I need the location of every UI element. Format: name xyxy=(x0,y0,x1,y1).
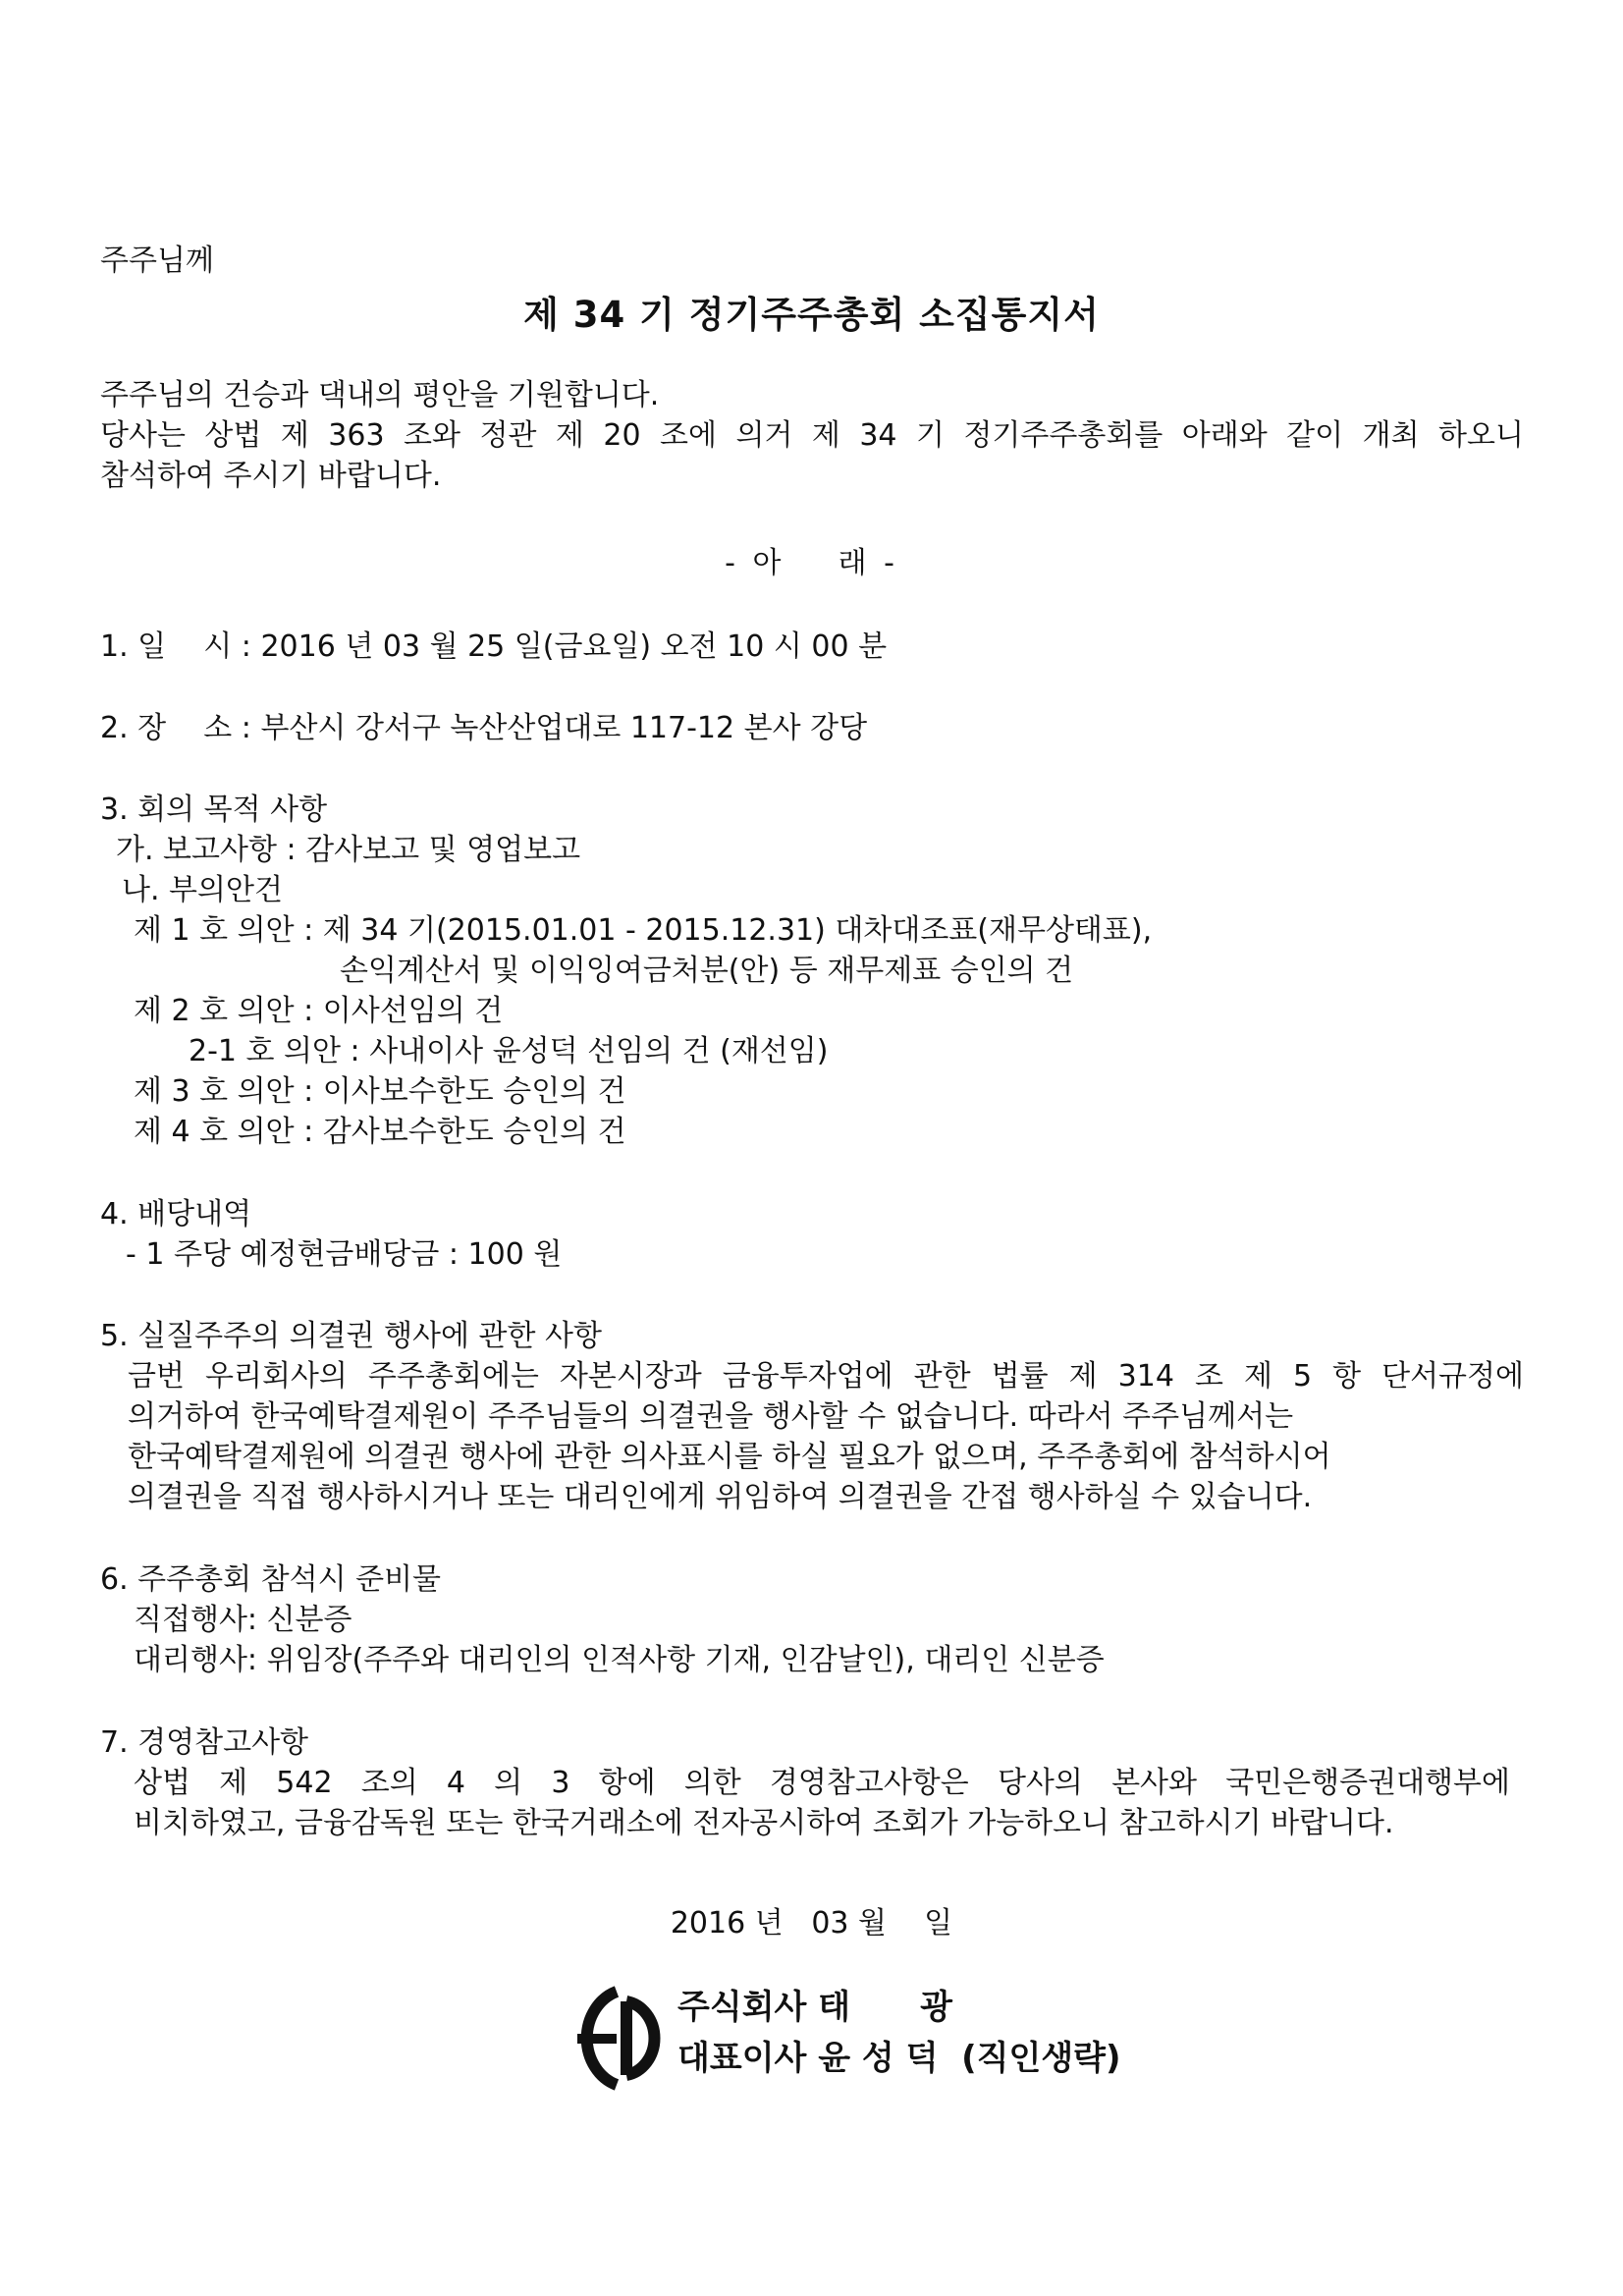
dividend-line: - 1 주당 예정현금배당금 : 100 원 xyxy=(126,1237,563,1272)
intro-line: 주주님의 건승과 댁내의 평안을 기원합니다. xyxy=(100,378,660,412)
item-location-value: 부산시 강서구 녹산산업대로 117-12 본사 강당 xyxy=(260,711,868,745)
proxy-attendance: 대리행사: 위임장(주주와 대리인의 인적사항 기재, 인감날인), 대리인 신분증 xyxy=(134,1643,1105,1677)
company-name: 주식회사 태 광 xyxy=(677,1988,952,2027)
agenda-1-line-2: 손익계산서 및 이익잉여금처분(안) 등 재무제표 승인의 건 xyxy=(340,954,1074,988)
direct-attendance: 직접행사: 신분증 xyxy=(134,1603,352,1637)
agenda-3: 제 3 호 의안 : 이사보수한도 승인의 건 xyxy=(134,1074,626,1109)
management-reference-line: 비치하였고, 금융감독원 또는 한국거래소에 전자공시하여 조회가 가능하오니 참고하시기 바랍니다. xyxy=(134,1806,1394,1840)
issue-date: 2016 년 03 월 일 xyxy=(670,1906,953,1941)
item-date-time xyxy=(100,627,887,667)
agenda-2: 제 2 호 의안 : 이사선임의 건 xyxy=(134,994,504,1028)
voting-rights-line: 의거하여 한국예탁결제원이 주주님들의 의결권을 행사할 수 없습니다. 따라서 주주님께서는 xyxy=(128,1399,1294,1434)
agenda-heading: 나. 부의안건 xyxy=(122,873,283,907)
item-dividend-heading: 4. 배당내역 xyxy=(100,1197,252,1231)
salutation: 주주님께 xyxy=(100,244,214,278)
voting-rights-line: 금번 우리회사의 주주총회에는 자본시장과 금융투자업에 관한 법률 제 314 조 제 5 항 단서규정에 xyxy=(128,1359,1524,1394)
section-divider-label: - 아 래 - xyxy=(725,546,898,580)
intro-line: 당사는 상법 제 363 조와 정관 제 20 조에 의거 제 34 기 정기주주총회를 아래와 같이 개최 하오니 xyxy=(100,418,1524,453)
intro-line: 참석하여 주시기 바랍니다. xyxy=(100,459,442,493)
intro-paragraph xyxy=(100,375,1524,496)
report-items: 가. 보고사항 : 감사보고 및 영업보고 xyxy=(116,833,581,867)
item-date-value: 2016 년 03 월 25 일(금요일) 오전 10 시 00 분 xyxy=(260,629,888,664)
ceo-name: 대표이사 윤 성 덕 (직인생략) xyxy=(677,2039,1121,2078)
signature-text xyxy=(677,1982,1121,2084)
document-title: 제 34 기 정기주주총회 소집통지서 xyxy=(523,294,1100,336)
agenda-2-1: 2-1 호 의안 : 사내이사 윤성덕 선임의 건 (재선임) xyxy=(189,1034,829,1068)
management-reference-line: 상법 제 542 조의 4 의 3 항에 의한 경영참고사항은 당사의 본사와 국민은행증권대행부에 xyxy=(134,1766,1510,1800)
company-logo-icon xyxy=(568,1982,666,2095)
item-management-reference-heading: 7. 경영참고사항 xyxy=(100,1725,309,1760)
item-location-label: 2. 장 소 : xyxy=(100,711,251,745)
signature-block xyxy=(568,1982,1255,2100)
item-location xyxy=(100,708,867,748)
agenda-4: 제 4 호 의안 : 감사보수한도 승인의 건 xyxy=(134,1115,626,1149)
item-preparations-heading: 6. 주주총회 참석시 준비물 xyxy=(100,1562,442,1597)
voting-rights-line: 의결권을 직접 행사하시거나 또는 대리인에게 위임하여 의결권을 간접 행사하실 수 있습니다. xyxy=(128,1480,1313,1514)
voting-rights-line: 한국예탁결제원에 의결권 행사에 관한 의사표시를 하실 필요가 없으며, 주주총회에 참석하시어 xyxy=(128,1440,1331,1474)
item-meeting-purpose-heading: 3. 회의 목적 사항 xyxy=(100,793,328,827)
item-date-label: 1. 일 시 : xyxy=(100,629,251,664)
agenda-1-line-1: 제 1 호 의안 : 제 34 기(2015.01.01 - 2015.12.31) 대차대조표(재무상태표), xyxy=(134,913,1153,948)
item-voting-rights-heading: 5. 실질주주의 의결권 행사에 관한 사항 xyxy=(100,1319,603,1353)
